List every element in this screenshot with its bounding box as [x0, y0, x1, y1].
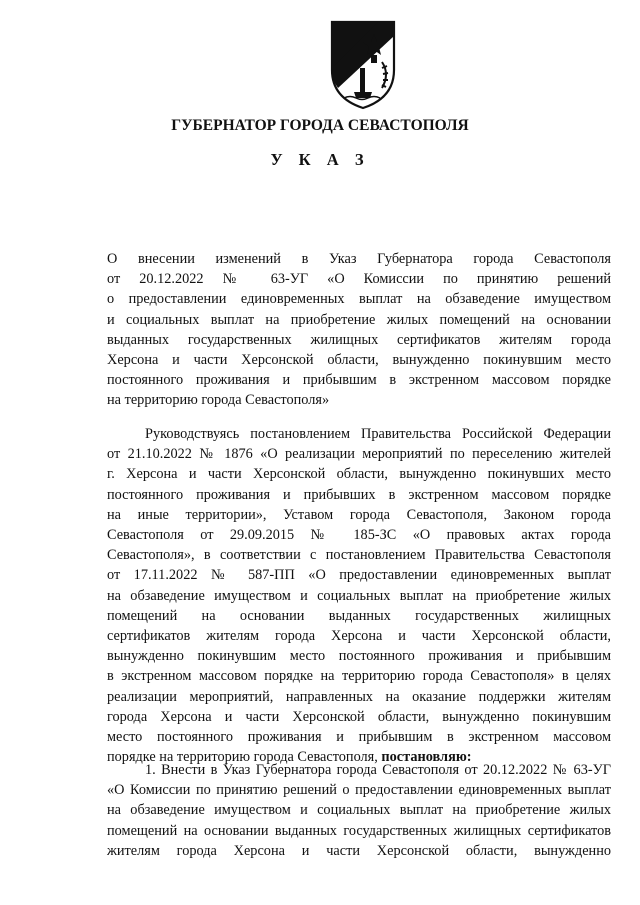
- basis-line: г. Херсона и части Херсонской области, вынужденно покинувших место: [107, 466, 611, 483]
- basis-line: от 21.10.2022 № 1876 «О реализации мероприятий по переселению жителей: [107, 446, 611, 463]
- subject-line: и социальных выплат на приобретение жилых помещений на основании: [107, 311, 611, 328]
- basis-line: помещений на основании выданных государственных жилищных: [107, 607, 611, 624]
- item-line: «О Комиссии по принятию решений о предоставлении единовременных выплат: [107, 782, 611, 799]
- basis-line: на обзаведение имуществом и социальных выплат на приобретение жилых: [107, 587, 611, 604]
- basis-line: на иные территории», Уставом города Севастополя, Законом города: [107, 506, 611, 523]
- basis-line: Руководствуясь постановлением Правительства Российской Федерации: [145, 426, 611, 442]
- basis-line: в экстренном массовом порядке на территорию города Севастополя» в целях: [107, 668, 611, 685]
- item-line: 1. Внести в Указ Губернатора города Севастополя от 20.12.2022 № 63-УГ: [145, 762, 611, 778]
- basis-line: сертификатов жителям города Херсона и части Херсонской области,: [107, 628, 611, 645]
- basis-line: Севастополя», в соответствии с постановлением Правительства Севастополя: [107, 547, 611, 564]
- decree-word: постановляю:: [381, 749, 472, 766]
- subject-line: О внесении изменений в Указ Губернатора города Севастополя: [107, 251, 611, 267]
- decree-item-1: [107, 760, 611, 861]
- basis-line: Севастополя от 29.09.2015 № 185-ЗС «О правовых актах города: [107, 527, 611, 544]
- subject-line: постоянного проживания и прибывшим в экстренном массовом порядке: [107, 372, 611, 389]
- basis-line: постоянного проживания и прибывших в экстренном массовом порядке: [107, 486, 611, 503]
- basis-line: место постоянного проживания и прибывшим в экстренном массовом: [107, 729, 611, 746]
- document-authority-title: ГУБЕРНАТОР ГОРОДА СЕВАСТОПОЛЯ: [171, 117, 469, 134]
- decree-subject: [107, 249, 611, 411]
- subject-line: на территорию города Севастополя»: [107, 392, 330, 409]
- item-line: жителям города Херсона и части Херсонской области, вынужденно: [107, 842, 611, 859]
- item-line: на обзаведение имуществом и социальных выплат на приобретение жилых: [107, 802, 611, 819]
- subject-line: выданных государственных жилищных сертификатов жителям города: [107, 331, 611, 348]
- item-line: помещений на основании выданных государственных жилищных сертификатов: [107, 822, 611, 839]
- subject-line: от 20.12.2022 № 63-УГ «О Комиссии по принятию решений: [107, 271, 611, 288]
- decree-basis-paragraph: [107, 424, 611, 767]
- subject-line: Херсона и части Херсонской области, вынужденно покинувшим место: [107, 352, 611, 369]
- basis-line: вынужденно покинувшим место постоянного проживания и прибывшим: [107, 648, 611, 665]
- sevastopol-coat-of-arms-icon: [324, 18, 400, 112]
- basis-line: от 17.11.2022 № 587-ПП «О предоставлении единовременных выплат: [107, 567, 611, 584]
- basis-line: порядке на территорию города Севастополя,: [107, 749, 378, 766]
- basis-line: реализации мероприятий, направленных на оказание поддержки жителям: [107, 688, 611, 705]
- document-type-title: У К А З: [270, 150, 370, 169]
- basis-line: города Херсона и части Херсонской области, вынужденно покинувшим: [107, 708, 611, 725]
- subject-line: о предоставлении единовременных выплат на обзаведение имуществом: [107, 291, 611, 308]
